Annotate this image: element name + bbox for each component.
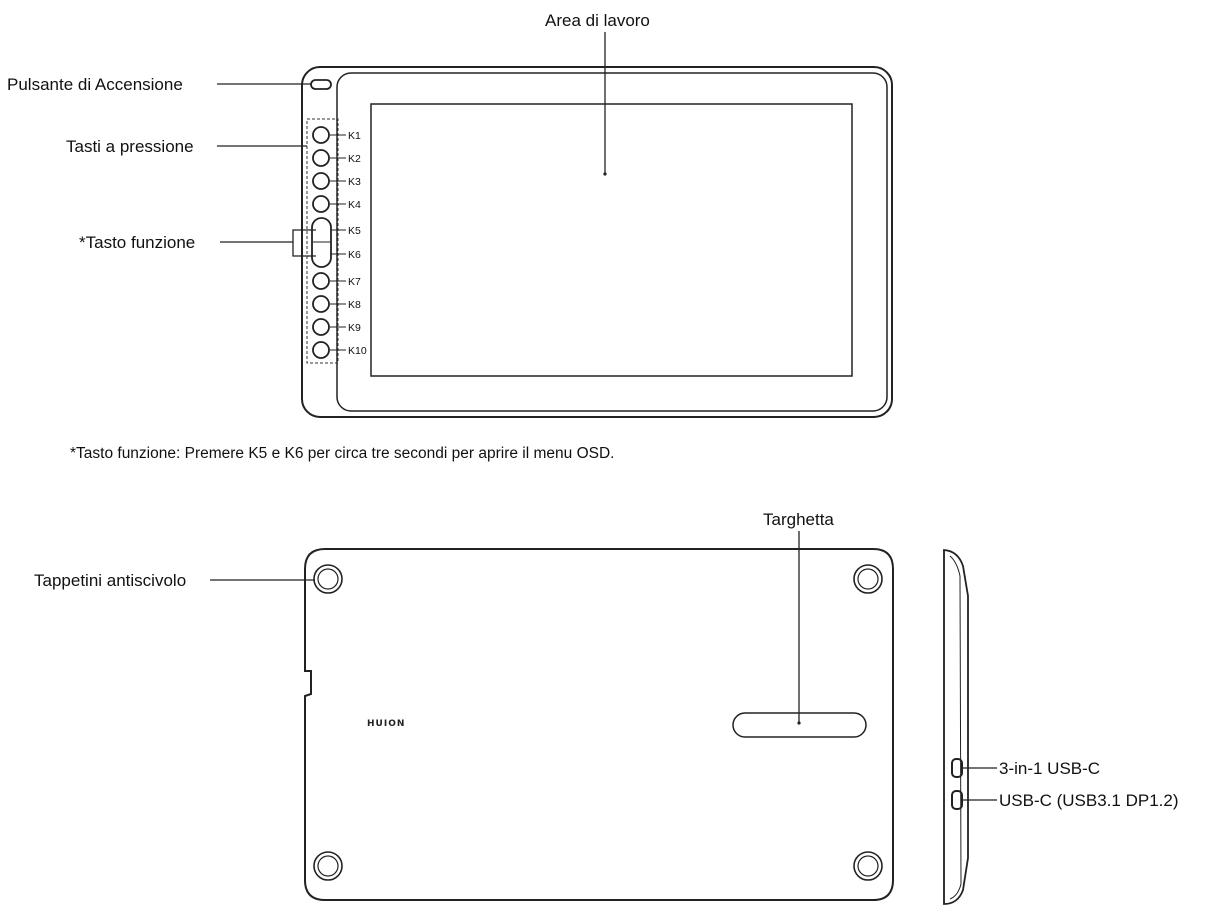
key-label-k6: K6 <box>348 249 361 261</box>
key-k4 <box>313 196 329 212</box>
key-k7 <box>313 273 329 289</box>
key-label-k5: K5 <box>348 225 361 237</box>
port2-label: USB-C (USB3.1 DP1.2) <box>999 791 1179 810</box>
press-keys-label: Tasti a pressione <box>66 137 194 156</box>
anti-slip-pad-top-left <box>314 565 342 593</box>
anti-slip-label: Tappetini antiscivolo <box>34 571 187 590</box>
key-k3 <box>313 173 329 189</box>
side-inner-profile <box>950 556 961 899</box>
anti-slip-pad-bottom-right <box>854 852 882 880</box>
function-key-note: *Tasto funzione: Premere K5 e K6 per circa tre secondi per aprire il menu OSD. <box>70 445 615 462</box>
nameplate-label: Targhetta <box>763 510 834 529</box>
key-label-k2: K2 <box>348 153 361 165</box>
key-k8 <box>313 296 329 312</box>
side-outer-profile <box>944 550 968 904</box>
work-area-leader-dot <box>603 172 606 175</box>
key-label-k7: K7 <box>348 276 361 288</box>
key-k10 <box>313 342 329 358</box>
key-label-k8: K8 <box>348 299 361 311</box>
side-view <box>944 550 1179 904</box>
key-k9 <box>313 319 329 335</box>
function-key-label: *Tasto funzione <box>79 233 196 252</box>
back-view <box>34 510 893 900</box>
front-inner-bezel <box>337 73 887 411</box>
port1-label: 3-in-1 USB-C <box>999 759 1101 778</box>
key-k1 <box>313 127 329 143</box>
key-label-k1: K1 <box>348 130 361 142</box>
power-button-label: Pulsante di Accensione <box>7 75 183 94</box>
front-view <box>7 11 892 462</box>
key-label-k4: K4 <box>348 199 361 211</box>
key-label-k3: K3 <box>348 176 361 188</box>
power-button <box>311 80 331 89</box>
nameplate-leader-dot <box>797 721 800 724</box>
key-leader-lines <box>330 135 346 350</box>
anti-slip-pad-top-right <box>854 565 882 593</box>
key-label-k9: K9 <box>348 322 361 334</box>
key-k2 <box>313 150 329 166</box>
anti-slip-pad-bottom-left <box>314 852 342 880</box>
key-label-k10: K10 <box>348 345 367 357</box>
work-area <box>371 104 852 376</box>
work-area-label: Area di lavoro <box>545 11 650 30</box>
front-outer-body <box>302 67 892 417</box>
huion-logo: HUION <box>367 719 406 729</box>
